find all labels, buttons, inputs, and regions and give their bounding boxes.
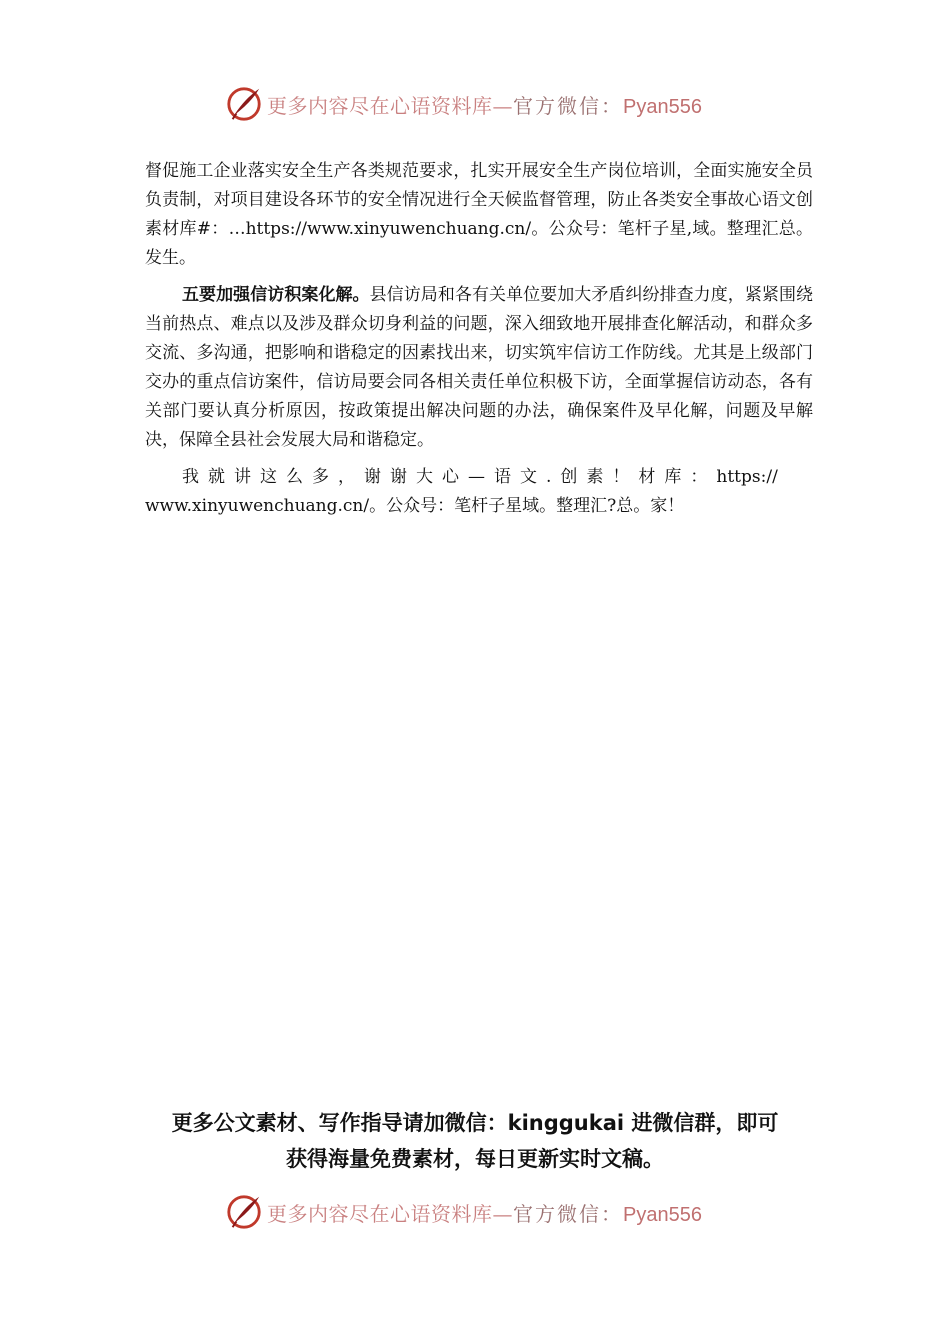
banner-separator: —: [492, 1201, 513, 1226]
paragraph-3-spaced: 我就讲这么多，谢谢大心—语文.创素！材库：: [182, 467, 717, 487]
footer-note-line-2: 获得海量免费素材，每日更新实时文稿。: [286, 1147, 664, 1171]
paragraph-3-url-start: https://: [716, 467, 778, 487]
document-body: [145, 157, 813, 529]
banner-separator: —: [492, 93, 513, 118]
banner-wechat-label: 官方微信：: [513, 93, 623, 118]
quill-logo-icon: [225, 1193, 263, 1231]
paragraph-3-rest: www.xinyuwenchuang.cn/。公众号：笔杆子星域。整理汇?总。家！: [145, 496, 685, 516]
paragraph-3: [145, 463, 813, 521]
banner-wechat-label: 官方微信：: [513, 1201, 623, 1226]
footer-banner-text: [267, 1198, 702, 1227]
header-banner: [225, 84, 702, 124]
banner-wechat-id: Pyan556: [623, 1203, 702, 1226]
banner-wechat-id: Pyan556: [623, 95, 702, 118]
header-banner-text: [267, 90, 702, 119]
footer-note: [100, 1105, 850, 1177]
banner-brand: 更多内容尽在心语资料库: [267, 1201, 493, 1226]
footer-banner: [225, 1192, 702, 1232]
paragraph-2: [145, 281, 813, 455]
banner-brand: 更多内容尽在心语资料库: [267, 93, 493, 118]
paragraph-2-text: 县信访局和各有关单位要加大矛盾纠纷排查力度，紧紧围绕当前热点、难点以及涉及群众切身利益的问题，深入细致地开展排查化解活动，和群众多交流、多沟通，把影响和谐稳定的因素找出来，切实筑牢信访工作防线。尤其是上级部门交办的重点信访案件，信访局要会同各相关责任单位积极下访，全面掌握信访动态，各有关部门要认真分析原因，按政策提出解决问题的办法，确保案件及早化解，问题及早解决，保障全县社会发展大局和谐稳定。: [145, 285, 814, 450]
paragraph-2-heading: 五要加强信访积案化解。: [182, 285, 370, 305]
quill-logo-icon: [225, 85, 263, 123]
footer-note-line-1: 更多公文素材、写作指导请加微信：kinggukai 进微信群，即可: [171, 1111, 779, 1135]
paragraph-1: 督促施工企业落实安全生产各类规范要求，扎实开展安全生产岗位培训，全面实施安全员负责制，对项目建设各环节的安全情况进行全天候监督管理，防止各类安全事故心语文创素材库#：…https://www.xinyuwenchuang.cn/。公众号：笔杆子星,域。整理汇总。发生。: [145, 161, 813, 268]
